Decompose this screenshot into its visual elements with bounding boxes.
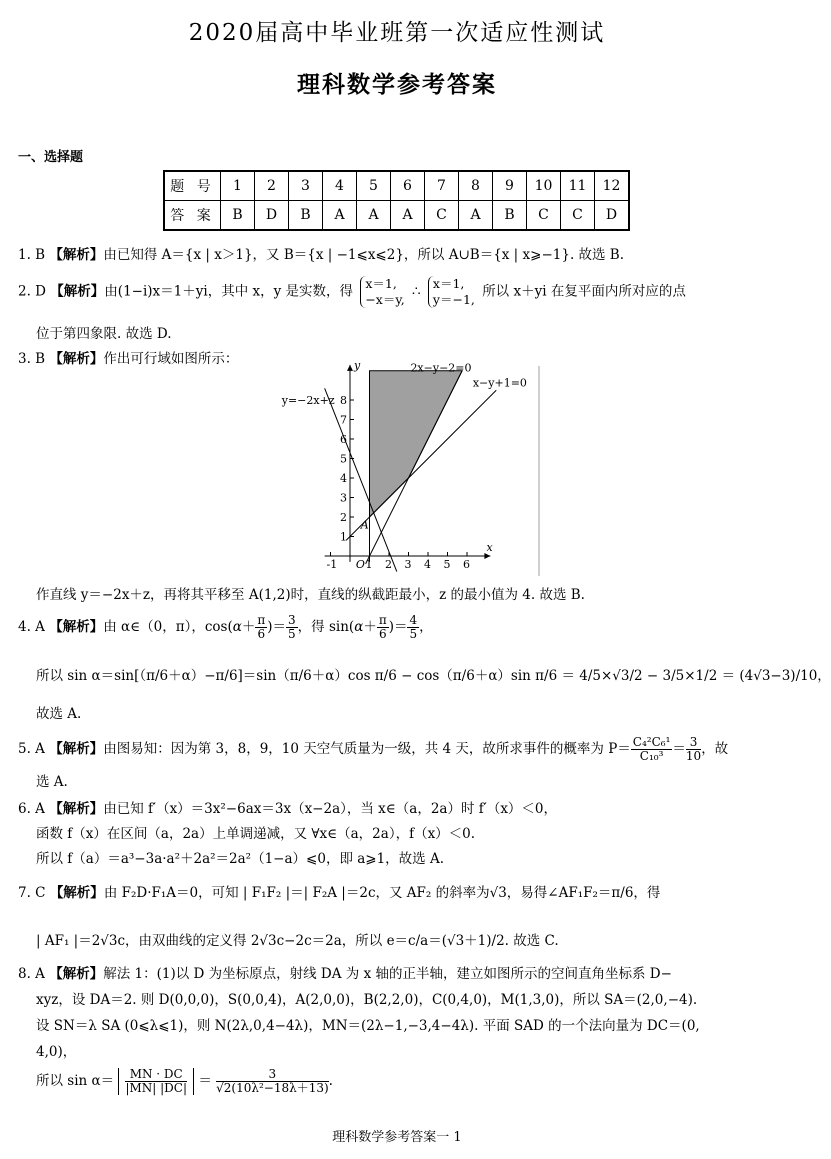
cell: 10: [527, 171, 561, 201]
q8-line5: 所以 sin α＝ $\frac{MN \cdot DC}{|MN| |DC|}$ ＝ $\frac{3}{\text{√2(10λ²−18λ＋13)}}$ .: [36, 1067, 333, 1095]
cell: 5: [357, 171, 391, 201]
y-tick-label: 1: [340, 530, 347, 544]
x-tick-label: 3: [404, 558, 412, 571]
answer-title: 理科数学参考答案: [297, 71, 497, 98]
cell: 6: [391, 171, 425, 201]
y-tick-label: 6: [340, 433, 347, 446]
cell: C: [425, 201, 459, 231]
line-label-x-y+1: x−y+1=0: [472, 376, 527, 390]
table-row-numbers: [164, 171, 629, 201]
q4-line3: 故选 A.: [36, 706, 82, 722]
line-label-2x-y-2: 2x−y−2=0: [410, 361, 472, 375]
q6-line2: 函数 f（x）在区间（a，2a）上单调递减，又 ∀x∈（a，2a），f（x）＜0.: [36, 826, 476, 842]
answer-table: [163, 170, 630, 231]
q7-solution: 7. C 【解析】由 F₂D·F₁A＝0，可知 | F₁F₂ |＝| F₂A |＝2c，又 AF₂ 的斜率为√3，易得∠AF₁F₂＝π/6，得: [18, 885, 661, 901]
cell: A: [357, 201, 391, 231]
q8-line3: 设 SN＝λ SA (0⩽λ⩽1)，则 N(2λ,0,4−4λ)，MN＝(2λ−1,−3,4−4λ). 平面 SAD 的一个法向量为 DC＝(0,: [36, 1018, 700, 1034]
cell: 7: [425, 171, 459, 201]
cell: 9: [493, 171, 527, 201]
x-tick-label: 5: [443, 558, 451, 571]
q5-line2: 选 A.: [36, 774, 68, 790]
q2-line2: 位于第四象限. 故选 D.: [36, 326, 172, 342]
cell: A: [391, 201, 425, 231]
cell: D: [595, 201, 630, 231]
cell: 12: [595, 171, 630, 201]
y-tick-label: 5: [340, 452, 347, 466]
cell: B: [289, 201, 323, 231]
y-tick-label: 2: [340, 511, 347, 524]
q3-conclusion: 作直线 y＝−2x＋z，再将其平移至 A(1,2)时，直线的纵截距最小，z 的最小值为 4. 故选 B.: [36, 587, 585, 603]
x-tick-label: -1: [326, 558, 338, 571]
cell: 3: [289, 171, 323, 201]
line-label-objective: y=−2x+z: [281, 393, 335, 407]
y-tick-label: 3: [340, 491, 347, 505]
cell: 4: [323, 171, 357, 201]
q6-solution: 6. A 【解析】由已知 f′（x）＝3x²−6ax＝3x（x−2a），当 x∈（a，2a）时 f′（x）＜0，: [18, 801, 558, 817]
cell: C: [527, 201, 561, 231]
x-tick-label: 6: [463, 558, 470, 571]
q8-line4: 4,0)，: [36, 1044, 77, 1060]
exam-title: 2020届高中毕业班第一次适应性测试: [188, 20, 606, 46]
y-axis-label: y: [354, 358, 361, 372]
cell: 8: [459, 171, 493, 201]
cell: C: [561, 201, 595, 231]
q6-line3: 所以 f（a）＝a³−3a·a²＋2a²＝2a²（1−a）⩽0，即 a⩾1，故选 A.: [36, 851, 445, 867]
cell: D: [255, 201, 289, 231]
section-heading: 一、选择题: [18, 150, 84, 165]
point-a-label: A: [360, 518, 369, 532]
x-axis-label: x: [486, 541, 493, 554]
q2-solution: 2. D 【解析】由(1−i)x＝1＋yi，其中 x，y 是实数，得 x＝1, −x＝y, ∴ x＝1, y＝−1, 所以 x＋yi 在复平面内所对应的点: [18, 276, 686, 307]
y-tick-label: 7: [340, 413, 347, 427]
y-tick-label: 8: [340, 394, 347, 407]
q5-solution: 5. A 【解析】由图易知：因为第 3，8，9，10 天空气质量为一级，共 4 天，故所求事件的概率为 P＝ $\frac{\text{C₄²C₆¹}}{\text{C₁₀³}}$ ＝ $\frac{3}{10}$ ，故: [18, 735, 729, 763]
q8-line2: xyz，设 DA＝2. 则 D(0,0,0)，S(0,0,4)，A(2,0,0)，B(2,2,0)，C(0,4,0)，M(1,3,0)，所以 SA＝(2,0,−4).: [36, 992, 698, 1008]
cell: 1: [221, 171, 255, 201]
origin-label: O: [355, 558, 365, 571]
system-2: x＝1, y＝−1,: [428, 276, 475, 308]
q8-solution: 8. A 【解析】解法 1：(1)以 D 为坐标原点，射线 DA 为 x 轴的正半轴，建立如图所示的空间直角坐标系 D−: [18, 966, 672, 982]
y-tick-label: 4: [340, 472, 347, 485]
cell: 2: [255, 171, 289, 201]
cell: B: [221, 201, 255, 231]
cell: A: [459, 201, 493, 231]
q4-line2: 所以 sin α＝sin[（π/6＋α）−π/6]＝sin（π/6＋α）cos π/6 − cos（π/6＋α）sin π/6 ＝ 4/5×√3/2 − 3/5×1/2 ＝ (4√3−3)/10，: [36, 668, 831, 684]
q4-solution: 4. A 【解析】由 α∈（0，π），cos(α＋ $\frac{\pi}{6}$ )＝ $\frac{3}{5}$ ，得 sin(α＋ $\frac{\pi}{6}$ )＝ $\frac{4}{5}$ ，: [18, 613, 433, 641]
q1-solution: 1. B 【解析】由已知得 A＝{x | x＞1}，又 B＝{x | −1⩽x⩽2}，所以 A∪B＝{x | x⩾−1}. 故选 B.: [18, 247, 625, 263]
system-1: x＝1, −x＝y,: [360, 276, 404, 308]
x-tick-label: 4: [424, 558, 431, 571]
cell: B: [493, 201, 527, 231]
feasible-region-figure: [262, 358, 542, 576]
feasible-region: [370, 371, 463, 517]
x-tick-label: 1: [365, 558, 373, 571]
y-axis-arrow: [347, 365, 353, 371]
x-tick-label: 2: [385, 558, 392, 571]
q3-solution: 3. B 【解析】作出可行域如图所示：: [18, 351, 239, 367]
table-row-answers: [164, 201, 629, 231]
q7-line2: | AF₁ |＝2√3c，由双曲线的定义得 2√3c−2c＝2a，所以 e＝c/a＝(√3＋1)/2. 故选 C.: [36, 933, 559, 949]
cell: 11: [561, 171, 595, 201]
cell: A: [323, 201, 357, 231]
page-footer: 理科数学参考答案一 1: [332, 1130, 462, 1145]
row-label: 答 案: [164, 201, 221, 231]
row-label: 题 号: [164, 171, 221, 201]
